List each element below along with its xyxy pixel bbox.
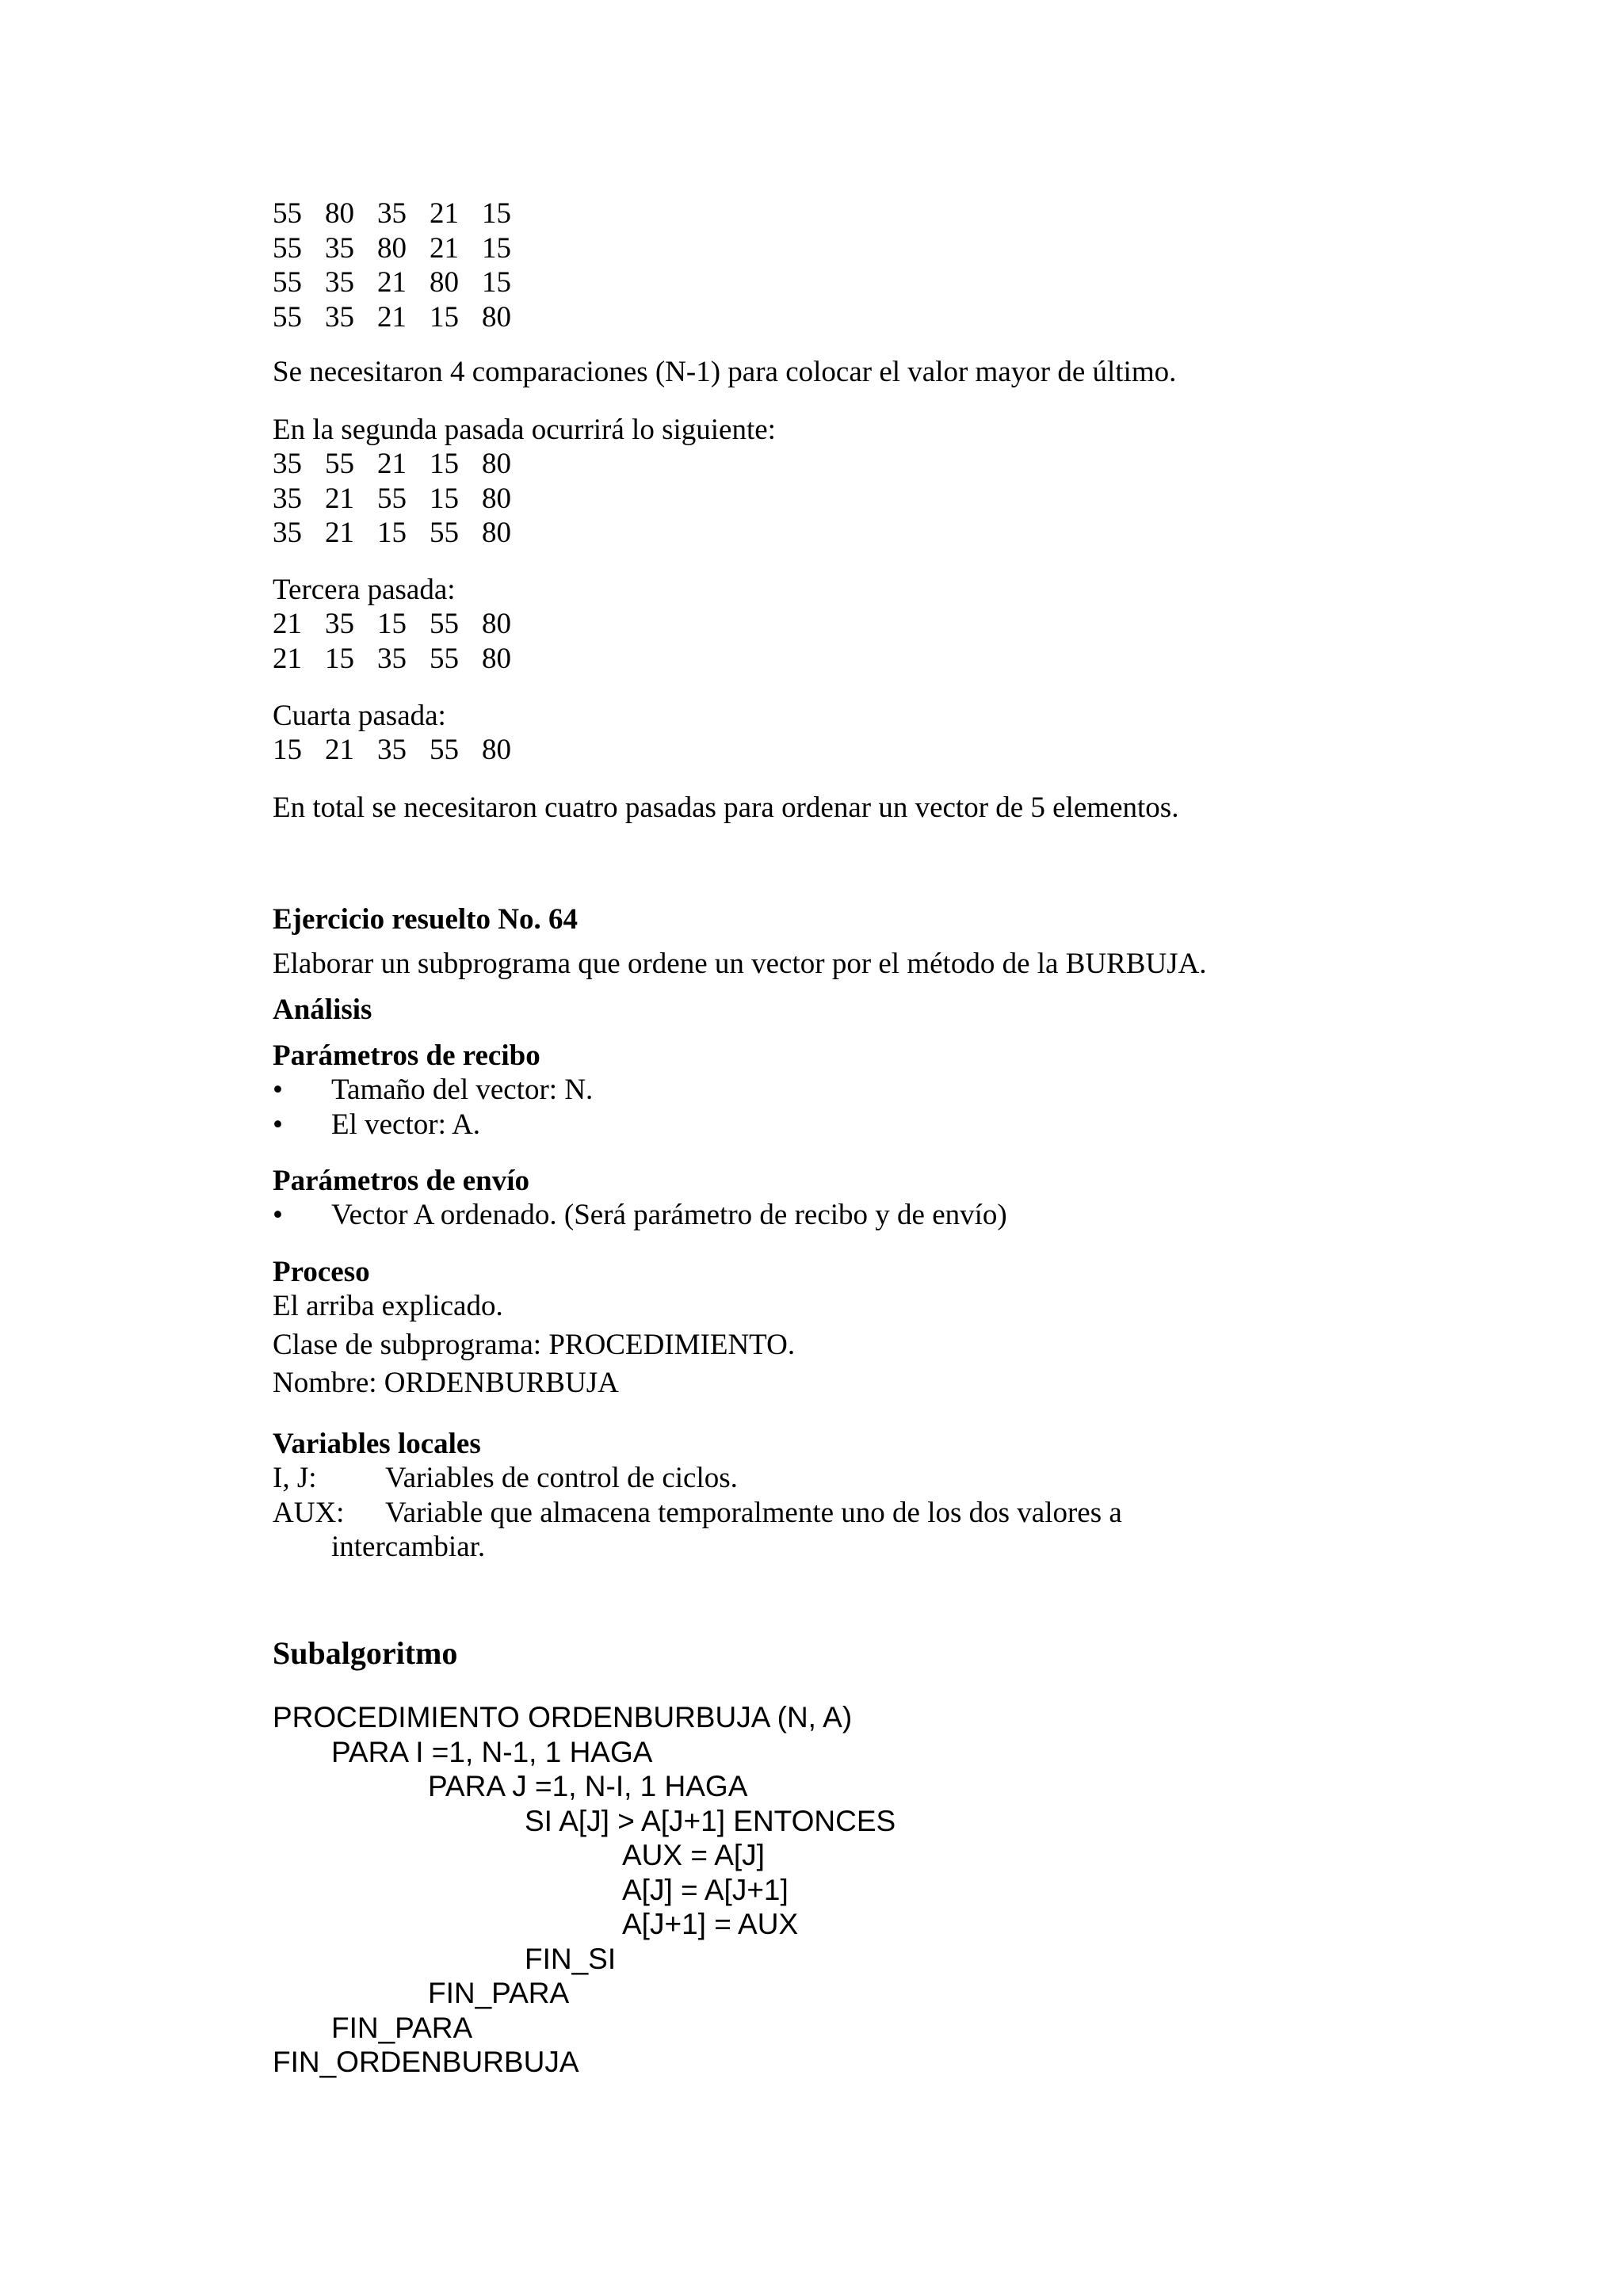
- cell: 80: [377, 231, 407, 265]
- cell: 80: [325, 197, 354, 230]
- analysis-heading: Análisis: [273, 994, 372, 1026]
- cell: 80: [482, 734, 511, 766]
- list-item-text: El vector: A.: [331, 1108, 481, 1141]
- code-line: PARA I =1, N-1, 1 HAGA: [331, 1735, 653, 1768]
- process-heading: Proceso: [273, 1256, 370, 1288]
- cell: 21: [325, 482, 354, 515]
- code-line: FIN_PARA: [331, 2011, 473, 2044]
- local-var-name: I, J:: [273, 1462, 317, 1494]
- cell: 15: [482, 266, 511, 299]
- cell: 21: [273, 642, 302, 675]
- cell: 35: [325, 266, 354, 299]
- cell: 55: [377, 482, 407, 515]
- code-line: FIN_SI: [525, 1942, 617, 1975]
- cell: 80: [482, 448, 511, 480]
- exercise-statement: Elaborar un subprograma que ordene un vector por el método de la BURBUJA.: [273, 948, 1207, 980]
- process-line: El arriba explicado.: [273, 1290, 503, 1322]
- cell: 80: [482, 482, 511, 515]
- local-var-desc: Variable que almacena temporalmente uno de los dos valores a: [385, 1496, 1122, 1529]
- code-line: AUX = A[J]: [622, 1839, 765, 1871]
- cell: 35: [377, 642, 407, 675]
- cell: 55: [325, 448, 354, 480]
- code-line: PARA J =1, N-I, 1 HAGA: [428, 1770, 748, 1802]
- cell: 15: [377, 608, 407, 640]
- cell: 80: [430, 266, 459, 299]
- subalgorithm-heading: Subalgoritmo: [273, 1635, 458, 1671]
- list-item-text: Vector A ordenado. (Será parámetro de recibo y de envío): [331, 1199, 1007, 1231]
- cell: 21: [273, 608, 302, 640]
- cell: 35: [273, 482, 302, 515]
- pass3-title: Tercera pasada:: [273, 574, 456, 606]
- cell: 15: [430, 448, 459, 480]
- bullet-icon: •: [273, 1108, 283, 1141]
- cell: 21: [325, 517, 354, 549]
- cell: 15: [325, 642, 354, 675]
- code-line: SI A[J] > A[J+1] ENTONCES: [525, 1804, 896, 1837]
- bullet-icon: •: [273, 1199, 283, 1231]
- cell: 21: [430, 231, 459, 265]
- cell: 80: [482, 517, 511, 549]
- cell: 55: [273, 300, 302, 334]
- pass4-title: Cuarta pasada:: [273, 700, 446, 732]
- cell: 15: [430, 482, 459, 515]
- pass1-note: Se necesitaron 4 comparaciones (N-1) para colocar el valor mayor de último.: [273, 356, 1177, 388]
- local-var-desc-continuation: intercambiar.: [331, 1531, 486, 1563]
- cell: 35: [377, 734, 407, 766]
- cell: 35: [273, 517, 302, 549]
- code-line: FIN_ORDENBURBUJA: [273, 2046, 579, 2078]
- cell: 15: [273, 734, 302, 766]
- cell: 80: [482, 300, 511, 334]
- cell: 80: [482, 608, 511, 640]
- cell: 21: [377, 300, 407, 334]
- cell: 80: [482, 642, 511, 675]
- cell: 15: [430, 300, 459, 334]
- cell: 21: [377, 448, 407, 480]
- exercise-title: Ejercicio resuelto No. 64: [273, 903, 578, 936]
- cell: 15: [482, 197, 511, 230]
- cell: 35: [377, 197, 407, 230]
- cell: 55: [273, 231, 302, 265]
- send-heading: Parámetros de envío: [273, 1165, 530, 1197]
- cell: 21: [377, 266, 407, 299]
- pass2-title: En la segunda pasada ocurrirá lo siguiente:: [273, 414, 776, 446]
- cell: 35: [325, 300, 354, 334]
- recv-heading: Parámetros de recibo: [273, 1039, 540, 1072]
- cell: 35: [325, 231, 354, 265]
- process-line: Nombre: ORDENBURBUJA: [273, 1367, 619, 1399]
- cell: 55: [430, 734, 459, 766]
- code-line: A[J] = A[J+1]: [622, 1873, 789, 1906]
- cell: 35: [325, 608, 354, 640]
- local-var-name: AUX:: [273, 1496, 345, 1529]
- list-item-text: Tamaño del vector: N.: [331, 1074, 594, 1106]
- code-line: A[J+1] = AUX: [622, 1908, 799, 1940]
- cell: 55: [273, 266, 302, 299]
- cell: 55: [430, 642, 459, 675]
- local-var-desc: Variables de control de ciclos.: [385, 1462, 738, 1494]
- code-line: FIN_PARA: [428, 1977, 570, 2009]
- cell: 55: [430, 608, 459, 640]
- cell: 55: [430, 517, 459, 549]
- cell: 15: [377, 517, 407, 549]
- locals-heading: Variables locales: [273, 1428, 481, 1460]
- process-line: Clase de subprograma: PROCEDIMIENTO.: [273, 1328, 796, 1361]
- cell: 55: [273, 197, 302, 230]
- code-line: PROCEDIMIENTO ORDENBURBUJA (N, A): [273, 1701, 853, 1733]
- cell: 15: [482, 231, 511, 265]
- cell: 21: [325, 734, 354, 766]
- bullet-icon: •: [273, 1074, 283, 1106]
- total-note: En total se necesitaron cuatro pasadas para ordenar un vector de 5 elementos.: [273, 791, 1179, 824]
- cell: 35: [273, 448, 302, 480]
- cell: 21: [430, 197, 459, 230]
